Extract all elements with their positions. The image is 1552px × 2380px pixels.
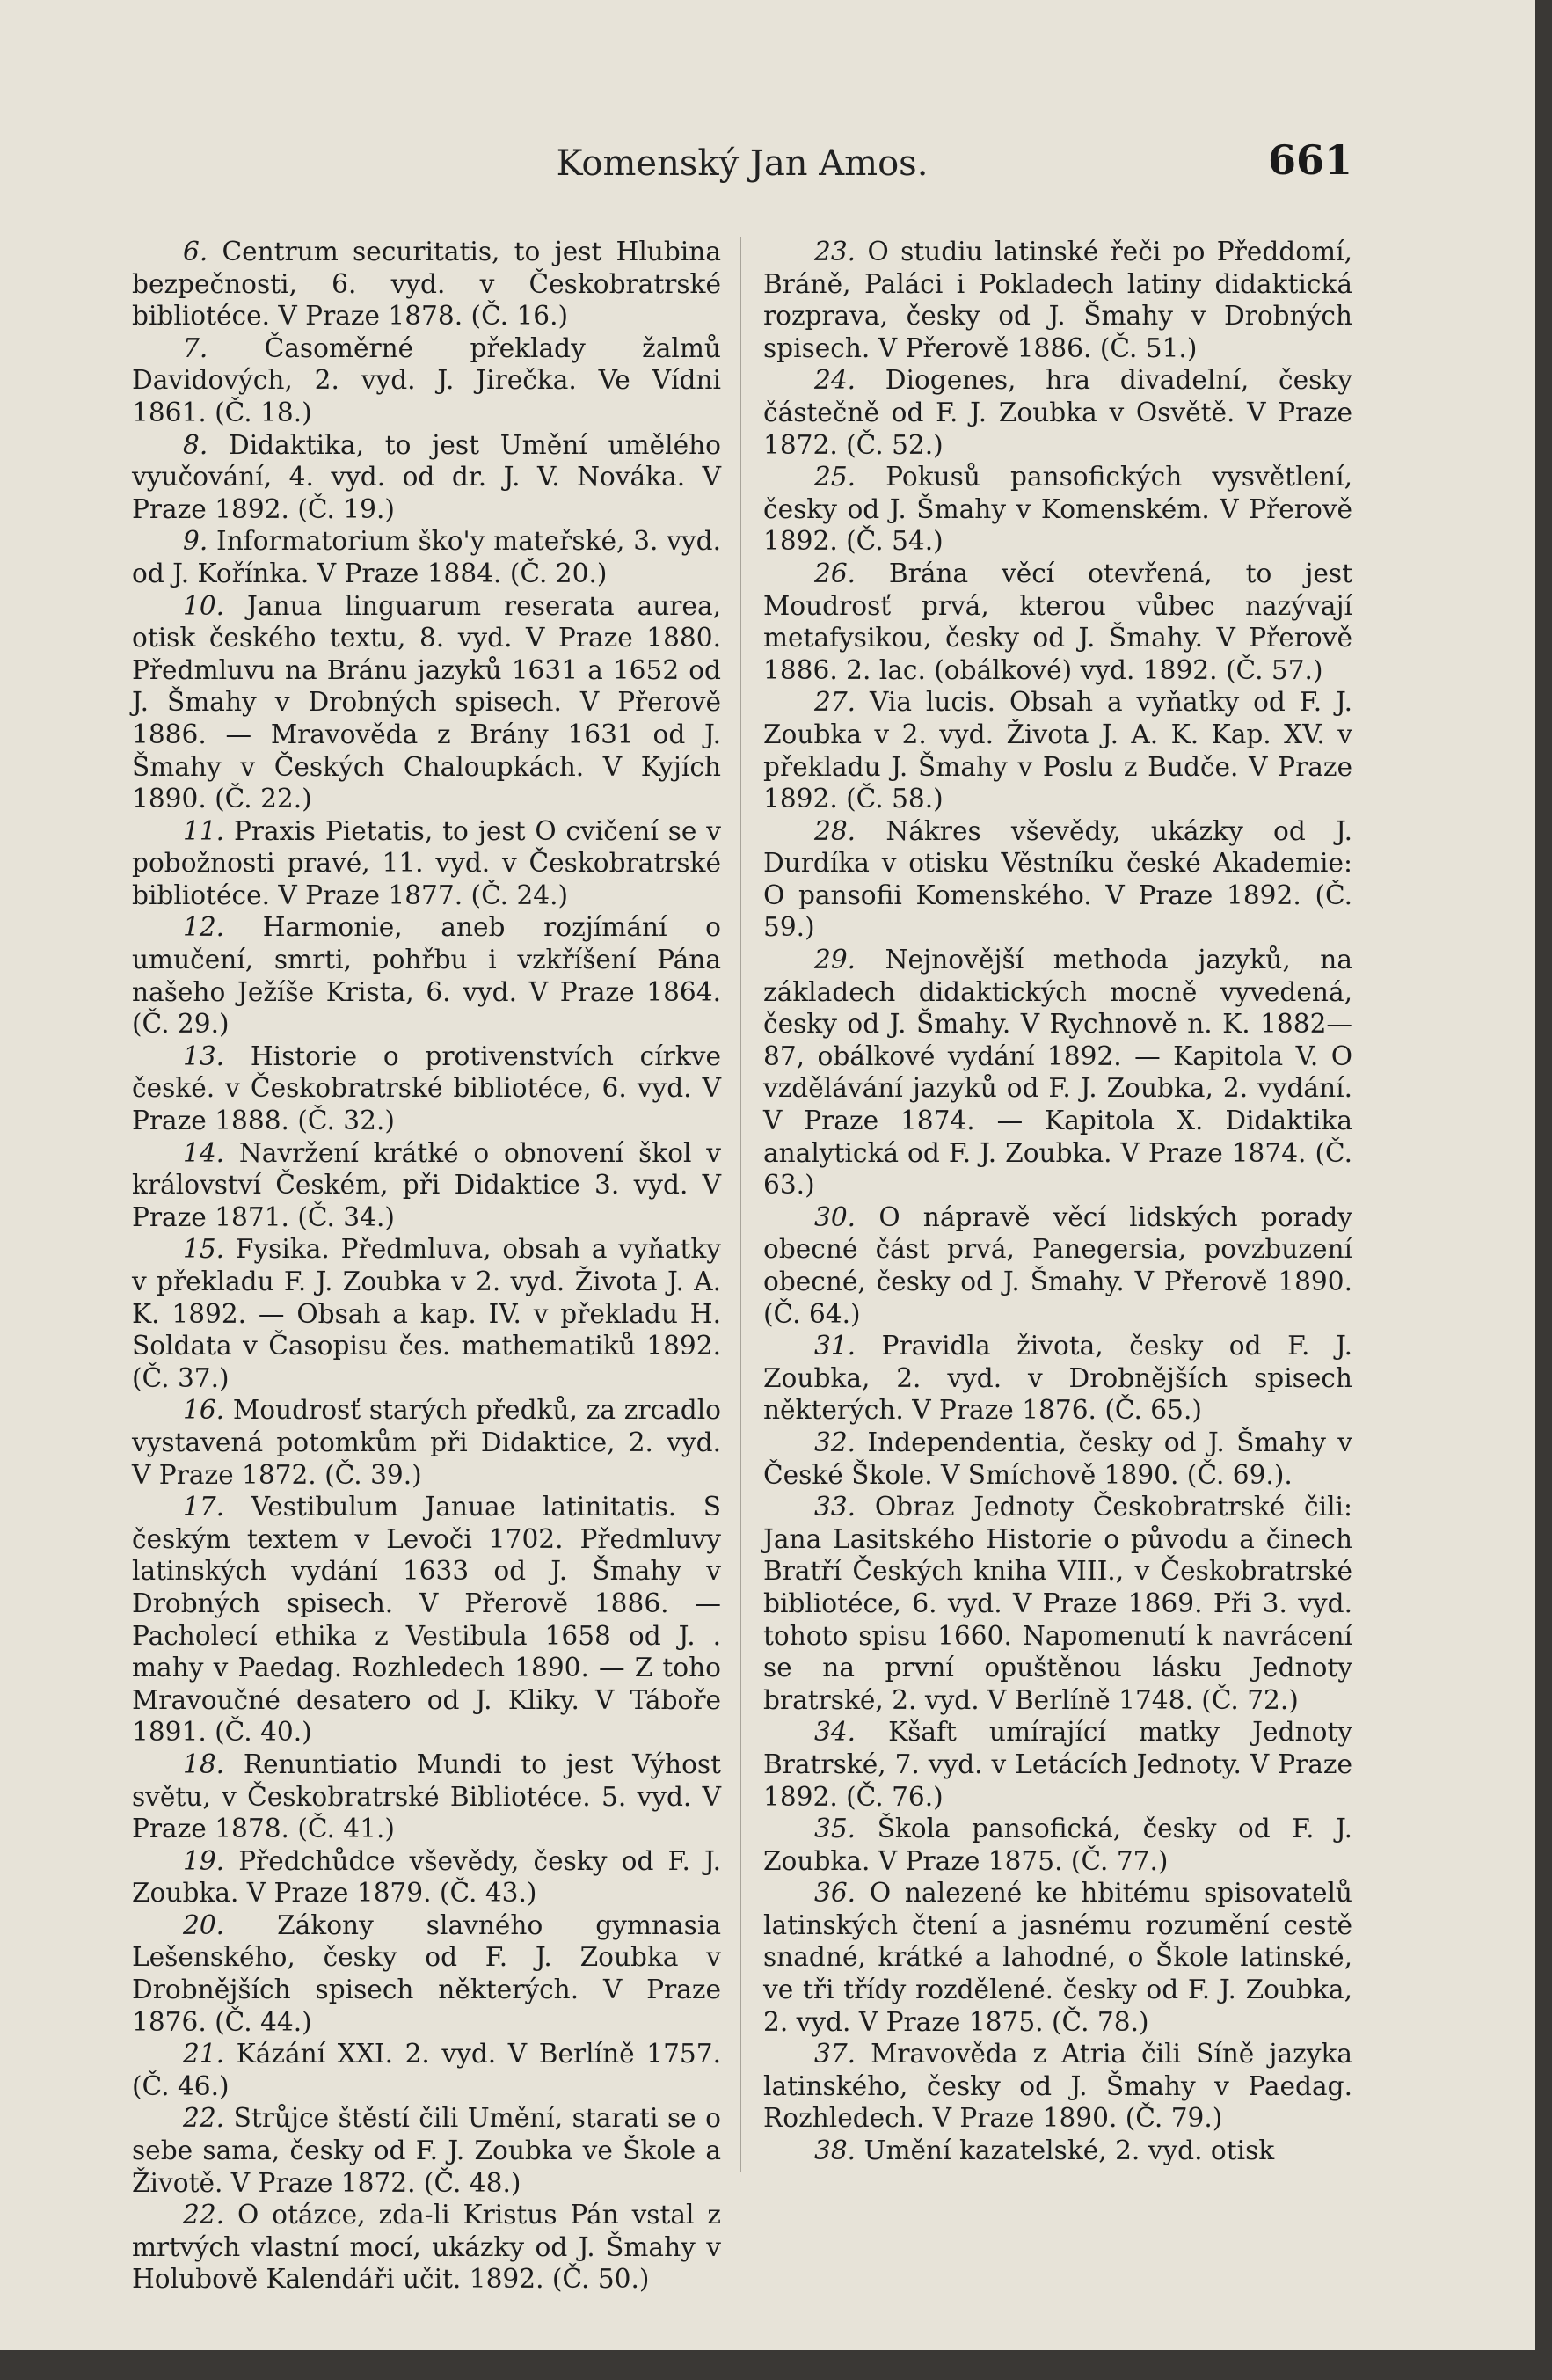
- entry-number: 7.: [183, 332, 208, 363]
- entry-number: 18.: [183, 1748, 225, 1779]
- bibliography-entry: [132, 2199, 721, 2296]
- entry-number: 29.: [814, 945, 856, 975]
- entry-text: Praxis Pietatis, to jest O cvičení se v pobožnosti pravé, 11. vyd. v Českobratrské bibliotéce. V Praze 1877. (Č. 24.): [132, 815, 721, 910]
- entry-number: 25.: [814, 462, 856, 493]
- entry-number: 30.: [814, 1201, 856, 1232]
- entry-text: Harmonie, aneb rozjímání o umučení, smrti, pohřbu i vzkříšení Pána našeho Ježíše Krista, 6. vyd. V Praze 1864. (Č. 29.): [132, 912, 721, 1040]
- entry-text: Časoměrné překlady žalmů Davidových, 2. vyd. J. Jirečka. Ve Vídni 1861. (Č. 18.): [132, 332, 721, 427]
- entry-number: 22.: [183, 2103, 225, 2134]
- right-column: [763, 236, 1352, 2167]
- entry-number: 24.: [814, 365, 856, 396]
- bibliography-entry: [132, 1137, 721, 1234]
- entry-text: Škola pansofická, česky od F. J. Zoubka. V Praze 1875. (Č. 77.): [763, 1814, 1352, 1876]
- entry-number: 26.: [814, 558, 856, 588]
- entry-text: Historie o protivenstvích církve české. v Českobratrské bibliotéce, 6. vyd. V Praze 1888. (Č. 32.): [132, 1040, 721, 1136]
- entry-number: 23.: [814, 237, 856, 266]
- bibliography-entry: [763, 686, 1352, 814]
- entry-number: 20.: [183, 1909, 225, 1940]
- entry-text: Zákony slavného gymnasia Lešenského, česky od F. J. Zoubka v Drobnějších spisech některých. V Praze 1876. (Č. 44.): [132, 1909, 721, 2037]
- bibliography-entry: [132, 911, 721, 1040]
- entry-text: Pravidla života, česky od F. J. Zoubka, 2. vyd. v Drobnějších spisech některých. V Praze 1876. (Č. 65.): [763, 1331, 1352, 1426]
- entry-number: 27.: [814, 687, 856, 718]
- entry-text: Vestibulum Januae latinitatis. S českým textem v Levoči 1702. Předmluvy latinských vydání 1633 od J. Šmahy v Drobných spisech. V Přerově 1886. — Pacholecí ethika z Vestibula 1658 od J. . mahy v Paedag. Rozhledech 1890. — Z toho Mravoučné desatero od J. Kliky. V Táboře 1891. (Č. 40.): [132, 1492, 721, 1748]
- entry-text: Pokusů pansofických vysvětlení, česky od J. Šmahy v Komenském. V Přerově 1892. (Č. 54.): [763, 462, 1352, 557]
- bibliography-entry: [132, 1845, 721, 1909]
- running-title: Komenský Jan Amos.: [556, 143, 929, 184]
- entry-text: Brána věcí otevřená, to jest Moudrosť prvá, kterou vůbec nazývají metafysikou, česky od J. Šmahy. V Přerově 1886. 2. lac. (obálkové) vyd. 1892. (Č. 57.): [763, 558, 1352, 685]
- entry-number: 8.: [183, 429, 208, 460]
- entry-text: Umění kazatelské, 2. vyd. otisk: [863, 2135, 1275, 2166]
- bibliography-entry: [763, 1330, 1352, 1427]
- bibliography-entry: [763, 2135, 1352, 2167]
- bibliography-entry: [763, 1201, 1352, 1330]
- bibliography-entry: [763, 2038, 1352, 2135]
- bibliography-entry: [763, 1716, 1352, 1813]
- entry-text: Moudrosť starých předků, za zrcadlo vystavená potomkům při Didaktice, 2. vyd. V Praze 1872. (Č. 39.): [132, 1395, 721, 1490]
- entry-text: Via lucis. Obsah a vyňatky od F. J. Zoubka v 2. vyd. Života J. A. K. Kap. XV. v překladu J. Šmahy v Poslu z Budče. V Praze 1892. (Č. 58.): [763, 687, 1352, 814]
- bibliography-entry: [132, 1491, 721, 1748]
- bibliography-entry: [132, 525, 721, 589]
- bibliography-entry: [763, 1491, 1352, 1716]
- entry-number: 17.: [183, 1492, 225, 1522]
- entry-number: 35.: [814, 1814, 856, 1844]
- page-number: 661: [1267, 136, 1352, 184]
- entry-text: Obraz Jednoty Českobratrské čili: Jana Lasitského Historie o původu a činech Bratří Českých kniha VIII., v Českobratrské bibliotéce, 6. vyd. V Praze 1869. Při 3. vyd. tohoto spisu 1660. Napomenutí k navrácení se na první opuštěnou lásku Jednoty bratrské, 2. vyd. V Berlíně 1748. (Č. 72.): [763, 1492, 1352, 1715]
- entry-number: 15.: [183, 1234, 225, 1265]
- entry-text: Centrum securitatis, to jest Hlubina bezpečnosti, 6. vyd. v Českobratrské bibliotéce. V Praze 1878. (Č. 16.): [132, 237, 721, 332]
- entry-number: 6.: [183, 237, 208, 266]
- left-column: [132, 236, 721, 2296]
- entry-number: 14.: [183, 1137, 225, 1168]
- entry-number: 10.: [183, 590, 225, 621]
- bibliography-entry: [132, 236, 721, 332]
- entry-text: O nalezené ke hbitému spisovatelů latinských čtení a jasnému rozumění cestě snadné, krátké a lahodné, o Škole latinské, ve tři třídy rozdělené. česky od F. J. Zoubka, 2. vyd. V Praze 1875. (Č. 78.): [763, 1878, 1352, 2037]
- bibliography-entry: [763, 815, 1352, 944]
- entry-number: 9.: [183, 526, 208, 557]
- bibliography-entry: [763, 1813, 1352, 1877]
- entry-number: 11.: [183, 815, 225, 846]
- bibliography-entry: [132, 815, 721, 912]
- entry-number: 38.: [814, 2135, 856, 2166]
- bibliography-entry: [132, 2102, 721, 2199]
- entry-text: Mravověda z Atria čili Síně jazyka latinského, česky od J. Šmahy v Paedag. Rozhledech. V Praze 1890. (Č. 79.): [763, 2039, 1352, 2134]
- entry-number: 16.: [183, 1395, 225, 1426]
- entry-text: Independentia, česky od J. Šmahy v České Škole. V Smíchově 1890. (Č. 69.).: [763, 1427, 1352, 1490]
- entry-text: Nejnovější methoda jazyků, na základech didaktických mocně vyvedená, česky od J. Šmahy. V Rychnově n. K. 1882—87, obálkové vydání 1892. — Kapitola V. O vzdělávání jazyků od F. J. Zoubka, 2. vydání. V Praze 1874. — Kapitola X. Didaktika analytická od F. J. Zoubka. V Praze 1874. (Č. 63.): [763, 945, 1352, 1201]
- entry-number: 28.: [814, 815, 856, 846]
- entry-text: Renuntiatio Mundi to jest Výhost světu, v Českobratrské Bibliotéce. 5. vyd. V Praze 1878. (Č. 41.): [132, 1748, 721, 1844]
- bibliography-entry: [763, 364, 1352, 461]
- bibliography-entry: [132, 1233, 721, 1394]
- entry-text: Didaktika, to jest Umění umělého vyučování, 4. vyd. od dr. J. V. Nováka. V Praze 1892. (Č. 19.): [132, 429, 721, 524]
- bibliography-entry: [763, 461, 1352, 558]
- bibliography-entry: [132, 332, 721, 429]
- bibliography-entry: [132, 1748, 721, 1845]
- bibliography-entry: [763, 1427, 1352, 1491]
- entry-number: 12.: [183, 912, 225, 943]
- entry-text: Kšaft umírající matky Jednoty Bratrské, 7. vyd. v Letácích Jednoty. V Praze 1892. (Č. 76.): [763, 1717, 1352, 1812]
- entry-number: 22.: [183, 2200, 225, 2230]
- entry-text: Fysika. Předmluva, obsah a vyňatky v překladu F. J. Zoubka v 2. vyd. Života J. A. K. 1892. — Obsah a kap. IV. v překladu H. Soldata v Časopisu čes. mathematiků 1892. (Č. 37.): [132, 1234, 721, 1393]
- bibliography-entry: [132, 1394, 721, 1491]
- entry-text: O otázce, zda-li Kristus Pán vstal z mrtvých vlastní mocí, ukázky od J. Šmahy v Holubově Kalendáři učit. 1892. (Č. 50.): [132, 2200, 721, 2295]
- entry-text: Strůjce štěstí čili Umění, starati se o sebe sama, česky od F. J. Zoubka ve Škole a Životě. V Praze 1872. (Č. 48.): [132, 2103, 721, 2198]
- entry-number: 31.: [814, 1331, 856, 1362]
- bibliography-entry: [763, 236, 1352, 364]
- entry-text: Diogenes, hra divadelní, česky částečně od F. J. Zoubka v Osvětě. V Praze 1872. (Č. 52.): [763, 365, 1352, 460]
- bibliography-entry: [132, 1040, 721, 1137]
- column-divider: [740, 237, 741, 2172]
- entry-text: Informatorium ško'y mateřské, 3. vyd. od J. Kořínka. V Praze 1884. (Č. 20.): [132, 526, 721, 588]
- entry-text: Předchůdce vševědy, česky od F. J. Zoubka. V Praze 1879. (Č. 43.): [132, 1845, 721, 1909]
- entry-number: 34.: [814, 1717, 856, 1748]
- entry-text: Nákres vševědy, ukázky od J. Durdíka v otisku Věstníku české Akademie: O pansofii Komenského. V Praze 1892. (Č. 59.): [763, 815, 1352, 943]
- bibliography-entry: [132, 2038, 721, 2102]
- entry-number: 19.: [183, 1845, 225, 1876]
- entry-number: 33.: [814, 1492, 856, 1522]
- bibliography-entry: [763, 1877, 1352, 2038]
- entry-number: 21.: [183, 2039, 225, 2070]
- bibliography-entry: [132, 590, 721, 815]
- page-header: [132, 136, 1352, 198]
- bibliography-entry: [132, 1909, 721, 2038]
- entry-text: O studiu latinské řeči po Předdomí, Bráně, Paláci i Pokladech latiny didaktická rozprava, česky od J. Šmahy v Drobných spisech. V Přerově 1886. (Č. 51.): [763, 237, 1352, 363]
- bibliography-entry: [763, 944, 1352, 1201]
- bibliography-entry: [763, 558, 1352, 686]
- entry-text: Navržení krátké o obnovení škol v království Českém, při Didaktice 3. vyd. V Praze 1871. (Č. 34.): [132, 1137, 721, 1232]
- entry-number: 32.: [814, 1427, 856, 1457]
- entry-text: O nápravě věcí lidských porady obecné část prvá, Panegersia, povzbuzení obecné, česky od J. Šmahy. V Přerově 1890. (Č. 64.): [763, 1201, 1352, 1329]
- entry-text: Kázání XXI. 2. vyd. V Berlíně 1757. (Č. 46.): [132, 2039, 721, 2101]
- bibliography-entry: [132, 429, 721, 526]
- entry-number: 36.: [814, 1878, 856, 1909]
- entry-number: 37.: [814, 2039, 856, 2070]
- entry-text: Janua linguarum reserata aurea, otisk českého textu, 8. vyd. V Praze 1880. Předmluvu na Bránu jazyků 1631 a 1652 od J. Šmahy v Drobných spisech. V Přerově 1886. — Mravověda z Brány 1631 od J. Šmahy v Českých Chaloupkách. V Kyjích 1890. (Č. 22.): [132, 590, 721, 814]
- entry-number: 13.: [183, 1040, 225, 1071]
